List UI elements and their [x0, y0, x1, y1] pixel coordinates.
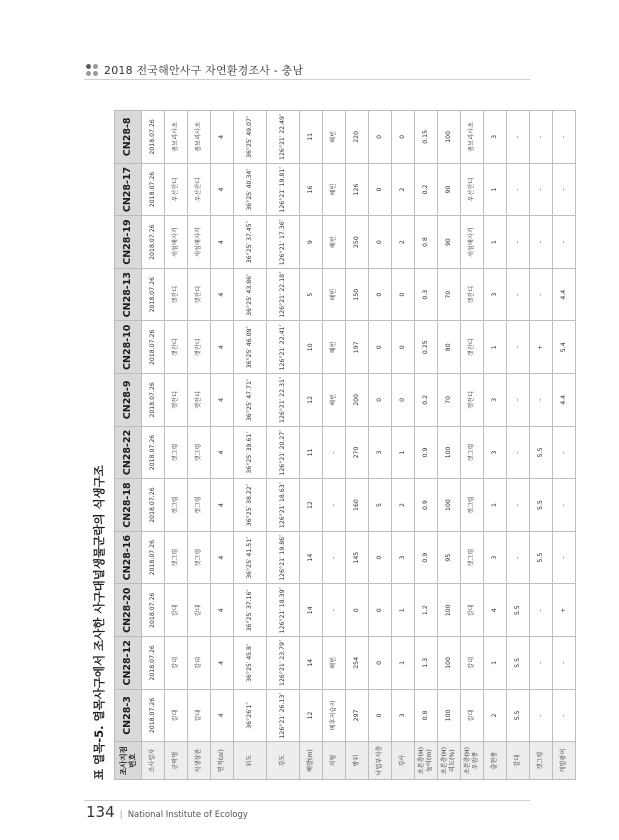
- table-cell: 갈대: [165, 584, 188, 637]
- table-cell: 해빈: [323, 216, 346, 269]
- footer-separator: |: [119, 810, 123, 820]
- table-cell: 4: [211, 321, 234, 374]
- table-cell: -: [507, 111, 530, 164]
- table-cell: 2018.07.26: [142, 268, 165, 321]
- table-header-row: [115, 111, 142, 780]
- table-row: [369, 111, 392, 780]
- table-cell: 갯그령: [461, 479, 484, 532]
- table-cell: 새섬매자기: [188, 216, 211, 269]
- table-cell: 14: [300, 637, 323, 690]
- table-cell: 126°21′ 22.49″: [267, 111, 300, 164]
- table-cell: 36°26′1″: [234, 689, 267, 742]
- table-cell: 갈대: [461, 637, 484, 690]
- table-cell: 해빈: [323, 111, 346, 164]
- table-cell: -: [507, 426, 530, 479]
- table-cell: 1.2: [415, 584, 438, 637]
- table-cell: 1.3: [415, 637, 438, 690]
- table-cell: 36°25′ 40.34″: [234, 163, 267, 216]
- row-label: 경사: [392, 742, 415, 780]
- table-cell: 126°21′ 19.86″: [267, 531, 300, 584]
- table-cell: 해빈: [323, 321, 346, 374]
- table-cell: 160: [346, 479, 369, 532]
- table-cell: 126°21′ 18.63″: [267, 479, 300, 532]
- table-cell: 100: [438, 637, 461, 690]
- table-cell: 갈대: [165, 637, 188, 690]
- table-cell: 2018.07.26: [142, 637, 165, 690]
- table-cell: 3: [392, 531, 415, 584]
- table-cell: 80: [438, 321, 461, 374]
- table-row: [346, 111, 369, 780]
- table-cell: 3: [484, 111, 507, 164]
- table-cell: 5.5: [530, 531, 553, 584]
- table-cell: 0: [369, 689, 392, 742]
- table-cell: 5: [300, 268, 323, 321]
- table-cell: 갯그령: [165, 426, 188, 479]
- table-cell: 36°25′ 37.45″: [234, 216, 267, 269]
- table-cell: +: [530, 321, 553, 374]
- table-cell: 36°25′ 41.51″: [234, 531, 267, 584]
- table-cell: -: [507, 163, 530, 216]
- row-label: 초본층(H) 높이(m): [415, 742, 438, 780]
- table-cell: 갈대: [461, 689, 484, 742]
- table-row: [165, 111, 188, 780]
- table-cell: 4: [484, 584, 507, 637]
- page-footer: [86, 803, 248, 821]
- table-cell: 4.4: [553, 374, 576, 427]
- table-cell: 0.8: [415, 689, 438, 742]
- table-cell: 갯잔디: [188, 268, 211, 321]
- table-cell: +: [553, 584, 576, 637]
- table-cell: 1: [484, 321, 507, 374]
- table-cell: -: [553, 216, 576, 269]
- table-row: [438, 111, 461, 780]
- table-cell: 12: [300, 479, 323, 532]
- table-row: [234, 111, 267, 780]
- table-cell: 2018.07.26: [142, 531, 165, 584]
- footer-org: National Institute of Ecology: [127, 810, 248, 820]
- table-cell: 갯잔디: [165, 321, 188, 374]
- table-row: [415, 111, 438, 780]
- column-header: CN28-3: [115, 689, 142, 742]
- row-label: 개밀광이: [553, 742, 576, 780]
- row-label: 출현종: [484, 742, 507, 780]
- table-cell: 4: [211, 163, 234, 216]
- table-cell: 2018.07.26: [142, 374, 165, 427]
- table-cell: 3: [484, 268, 507, 321]
- table-cell: 36°25′ 49.07″: [234, 111, 267, 164]
- table-cell: 5.5: [507, 637, 530, 690]
- table-cell: 갯잔디: [165, 268, 188, 321]
- table-cell: 1: [484, 216, 507, 269]
- column-header: CN28-10: [115, 321, 142, 374]
- table-cell: 4: [211, 426, 234, 479]
- table-cell: -: [553, 531, 576, 584]
- column-header: CN28-12: [115, 637, 142, 690]
- table-cell: 0: [392, 321, 415, 374]
- table-cell: 해빈: [323, 637, 346, 690]
- table-cell: 0.15: [415, 111, 438, 164]
- table-cell: 100: [438, 426, 461, 479]
- table-cell: 126°21′ 18.39″: [267, 584, 300, 637]
- table-cell: -: [553, 426, 576, 479]
- column-header: CN28-18: [115, 479, 142, 532]
- table-cell: 좀보리사초: [461, 111, 484, 164]
- table-cell: -: [553, 111, 576, 164]
- table-cell: 250: [346, 216, 369, 269]
- table-row: [142, 111, 165, 780]
- table-cell: 0: [392, 374, 415, 427]
- table-cell: 갯잔디: [165, 374, 188, 427]
- table-cell: 0.2: [415, 374, 438, 427]
- row-label: 초본층(H) 우점종: [461, 742, 484, 780]
- table-row: [392, 111, 415, 780]
- table-cell: 우산잔디: [188, 163, 211, 216]
- table-cell: 4: [211, 531, 234, 584]
- table-cell: 95: [438, 531, 461, 584]
- table-cell: -: [553, 637, 576, 690]
- table-cell: 2018.07.26: [142, 479, 165, 532]
- table-cell: 2018.07.26: [142, 426, 165, 479]
- table-cell: 갯잔디: [461, 268, 484, 321]
- table-caption: 표 열목-5. 열목사구에서 조사한 사구대널생물군락의 식생구조: [92, 465, 106, 780]
- table-cell: 2018.07.26: [142, 689, 165, 742]
- table-cell: 우산잔디: [461, 163, 484, 216]
- table-cell: 0: [369, 163, 392, 216]
- row-label: 위도: [234, 742, 267, 780]
- table-cell: 갈대: [461, 584, 484, 637]
- dots-icon: [86, 64, 98, 76]
- table-cell: 0.2: [415, 163, 438, 216]
- table-cell: 좀보리사초: [165, 111, 188, 164]
- table-cell: 4: [211, 216, 234, 269]
- table-cell: 갈대: [188, 689, 211, 742]
- row-label: 방위: [346, 742, 369, 780]
- table-cell: 갯그령: [188, 426, 211, 479]
- table-cell: -: [507, 479, 530, 532]
- table-cell: 126°21′ 22.41″: [267, 321, 300, 374]
- table-cell: -: [530, 163, 553, 216]
- table-cell: 100: [438, 584, 461, 637]
- table-cell: -: [323, 426, 346, 479]
- table-cell: 36°25′ 47.71″: [234, 374, 267, 427]
- table-cell: -: [507, 374, 530, 427]
- table-cell: 270: [346, 426, 369, 479]
- column-header: CN28-17: [115, 163, 142, 216]
- table-cell: 5: [369, 479, 392, 532]
- table-cell: 0: [369, 111, 392, 164]
- table-cell: 갯잔디: [461, 374, 484, 427]
- table-cell: 0: [346, 584, 369, 637]
- table-cell: 12: [300, 374, 323, 427]
- table-cell: 126°21′ 19.81″: [267, 163, 300, 216]
- table-cell: 0.3: [415, 268, 438, 321]
- table-row: [507, 111, 530, 780]
- row-label: 식생상관: [188, 742, 211, 780]
- table-cell: 5.5: [530, 479, 553, 532]
- table-cell: 5.5: [507, 584, 530, 637]
- table-cell: -: [530, 689, 553, 742]
- table-cell: 갯잔디: [188, 374, 211, 427]
- table-row: [323, 111, 346, 780]
- table-cell: 3: [392, 689, 415, 742]
- table-cell: -: [323, 479, 346, 532]
- table-cell: 0: [392, 111, 415, 164]
- table-cell: 14: [300, 584, 323, 637]
- row-label: 경도: [267, 742, 300, 780]
- corner-header: 조사지점 번호: [115, 742, 142, 780]
- table-cell: 70: [438, 374, 461, 427]
- table-cell: 좀보리사초: [188, 111, 211, 164]
- page-number: 134: [86, 803, 115, 821]
- table-cell: 3: [484, 426, 507, 479]
- table-cell: 126°21′ 22.31″: [267, 374, 300, 427]
- table-cell: 해빈: [323, 268, 346, 321]
- row-label: 초본층(H) 피도(%): [438, 742, 461, 780]
- table-cell: 126: [346, 163, 369, 216]
- table-cell: 126°21′ 23.79″: [267, 637, 300, 690]
- table-cell: 200: [346, 374, 369, 427]
- table-cell: -: [553, 479, 576, 532]
- table-cell: 1: [484, 163, 507, 216]
- table-cell: 36°25′ 39.61″: [234, 426, 267, 479]
- table-cell: 1: [392, 584, 415, 637]
- column-header: CN28-8: [115, 111, 142, 164]
- table-cell: 0.8: [415, 216, 438, 269]
- table-cell: 갯그령: [165, 531, 188, 584]
- table-row: [461, 111, 484, 780]
- table-cell: 0: [392, 268, 415, 321]
- table-cell: 2018.07.26: [142, 163, 165, 216]
- table-cell: 2: [484, 689, 507, 742]
- table-cell: 5.5: [530, 426, 553, 479]
- table-row: [300, 111, 323, 780]
- table-cell: 0: [369, 584, 392, 637]
- table-cell: 1: [392, 426, 415, 479]
- table-cell: 갯그령: [165, 479, 188, 532]
- table-cell: -: [553, 689, 576, 742]
- table-cell: 0: [369, 531, 392, 584]
- table-cell: 220: [346, 111, 369, 164]
- table-cell: 4: [211, 479, 234, 532]
- table-cell: 갯그령: [461, 426, 484, 479]
- column-header: CN28-19: [115, 216, 142, 269]
- table-cell: 0: [369, 321, 392, 374]
- table-cell: 2018.07.26: [142, 216, 165, 269]
- rotated-table-block: [90, 110, 568, 780]
- table-cell: -: [530, 111, 553, 164]
- column-header: CN28-16: [115, 531, 142, 584]
- table-row: [530, 111, 553, 780]
- table-cell: 90: [438, 216, 461, 269]
- row-label: 지형: [323, 742, 346, 780]
- table-cell: -: [323, 584, 346, 637]
- table-cell: 2018.07.26: [142, 584, 165, 637]
- row-label: 면적(㎡): [211, 742, 234, 780]
- table-cell: 새섬매자기: [165, 216, 188, 269]
- table-cell: 갈대: [188, 584, 211, 637]
- table-cell: 2018.07.26: [142, 321, 165, 374]
- table-cell: 36°25′ 46.08″: [234, 321, 267, 374]
- row-label: 조사일자: [142, 742, 165, 780]
- table-cell: 0: [369, 637, 392, 690]
- table-cell: -: [323, 531, 346, 584]
- table-cell: -: [530, 268, 553, 321]
- table-cell: 126°21′ 17.36″: [267, 216, 300, 269]
- table-cell: 갈대: [188, 637, 211, 690]
- table-cell: 1: [484, 479, 507, 532]
- table-cell: 36°25′ 38.22″: [234, 479, 267, 532]
- row-label: 해발(m): [300, 742, 323, 780]
- column-header: CN28-20: [115, 584, 142, 637]
- table-cell: 14: [300, 531, 323, 584]
- table-cell: 11: [300, 111, 323, 164]
- table-cell: 126°21′ 26.13″: [267, 689, 300, 742]
- table-row: [188, 111, 211, 780]
- table-cell: 4: [211, 584, 234, 637]
- table-cell: 해빈: [323, 163, 346, 216]
- table-cell: -: [530, 374, 553, 427]
- table-cell: -: [530, 216, 553, 269]
- table-cell: 4: [211, 637, 234, 690]
- table-cell: 2: [392, 216, 415, 269]
- table-cell: 150: [346, 268, 369, 321]
- table-cell: 36°25′ 37.16″: [234, 584, 267, 637]
- table-row: [484, 111, 507, 780]
- table-row: [267, 111, 300, 780]
- row-label: 군락명: [165, 742, 188, 780]
- column-header: CN28-22: [115, 426, 142, 479]
- table-cell: 0.25: [415, 321, 438, 374]
- table-cell: 5.5: [507, 689, 530, 742]
- table-cell: 갯그령: [188, 479, 211, 532]
- row-label: 갯그령: [530, 742, 553, 780]
- header-rule: [84, 79, 530, 80]
- table-cell: 2018.07.26: [142, 111, 165, 164]
- table-cell: 3: [369, 426, 392, 479]
- table-cell: 2: [392, 163, 415, 216]
- table-cell: 0: [369, 268, 392, 321]
- table-cell: 12: [300, 689, 323, 742]
- table-cell: 11: [300, 426, 323, 479]
- table-cell: 9: [300, 216, 323, 269]
- table-cell: 36°25′ 43.86″: [234, 268, 267, 321]
- table-cell: 3: [484, 531, 507, 584]
- table-cell: -: [530, 584, 553, 637]
- table-cell: 126°21′ 20.27″: [267, 426, 300, 479]
- table-cell: 2: [392, 479, 415, 532]
- table-cell: 1: [484, 637, 507, 690]
- table-cell: 0.9: [415, 426, 438, 479]
- table-cell: 254: [346, 637, 369, 690]
- table-row: [553, 111, 576, 780]
- table-cell: 36°25′ 45.8″: [234, 637, 267, 690]
- table-cell: 197: [346, 321, 369, 374]
- column-header: CN28-9: [115, 374, 142, 427]
- table-cell: 해빈: [323, 374, 346, 427]
- column-header: CN28-13: [115, 268, 142, 321]
- table-cell: -: [507, 321, 530, 374]
- table-cell: 90: [438, 163, 461, 216]
- table-cell: 0.9: [415, 531, 438, 584]
- table-cell: 새섬매자기: [461, 216, 484, 269]
- vegetation-table: [114, 110, 576, 780]
- row-label: 낙엽부식층: [369, 742, 392, 780]
- table-cell: 갯잔디: [461, 321, 484, 374]
- row-label: 갈대: [507, 742, 530, 780]
- table-cell: 갯그령: [461, 531, 484, 584]
- table-cell: 우산잔디: [165, 163, 188, 216]
- table-cell: 갯그령: [188, 531, 211, 584]
- table-cell: 100: [438, 479, 461, 532]
- table-cell: 4: [211, 374, 234, 427]
- footer-rule: [84, 800, 530, 801]
- table-row: [211, 111, 234, 780]
- table-cell: 16: [300, 163, 323, 216]
- table-cell: 145: [346, 531, 369, 584]
- table-cell: 배후저습지: [323, 689, 346, 742]
- table-cell: 126°21′ 22.18″: [267, 268, 300, 321]
- table-cell: -: [553, 163, 576, 216]
- table-cell: -: [507, 268, 530, 321]
- table-cell: 100: [438, 689, 461, 742]
- table-cell: 4: [211, 689, 234, 742]
- table-cell: -: [530, 637, 553, 690]
- running-header: [86, 62, 303, 78]
- table-cell: 갯잔디: [188, 321, 211, 374]
- table-cell: 10: [300, 321, 323, 374]
- table-cell: 4: [211, 111, 234, 164]
- table-cell: 297: [346, 689, 369, 742]
- table-cell: -: [507, 531, 530, 584]
- table-cell: 0.9: [415, 479, 438, 532]
- table-cell: 100: [438, 111, 461, 164]
- table-cell: -: [507, 216, 530, 269]
- table-cell: 갈대: [165, 689, 188, 742]
- table-cell: 4.4: [553, 268, 576, 321]
- header-title: 2018 전국해안사구 자연환경조사 - 충남: [104, 64, 304, 77]
- table-cell: 1: [392, 637, 415, 690]
- table-cell: 0: [369, 374, 392, 427]
- table-cell: 5.4: [553, 321, 576, 374]
- table-cell: 70: [438, 268, 461, 321]
- table-cell: 3: [484, 374, 507, 427]
- table-cell: 4: [211, 268, 234, 321]
- table-cell: 0: [369, 216, 392, 269]
